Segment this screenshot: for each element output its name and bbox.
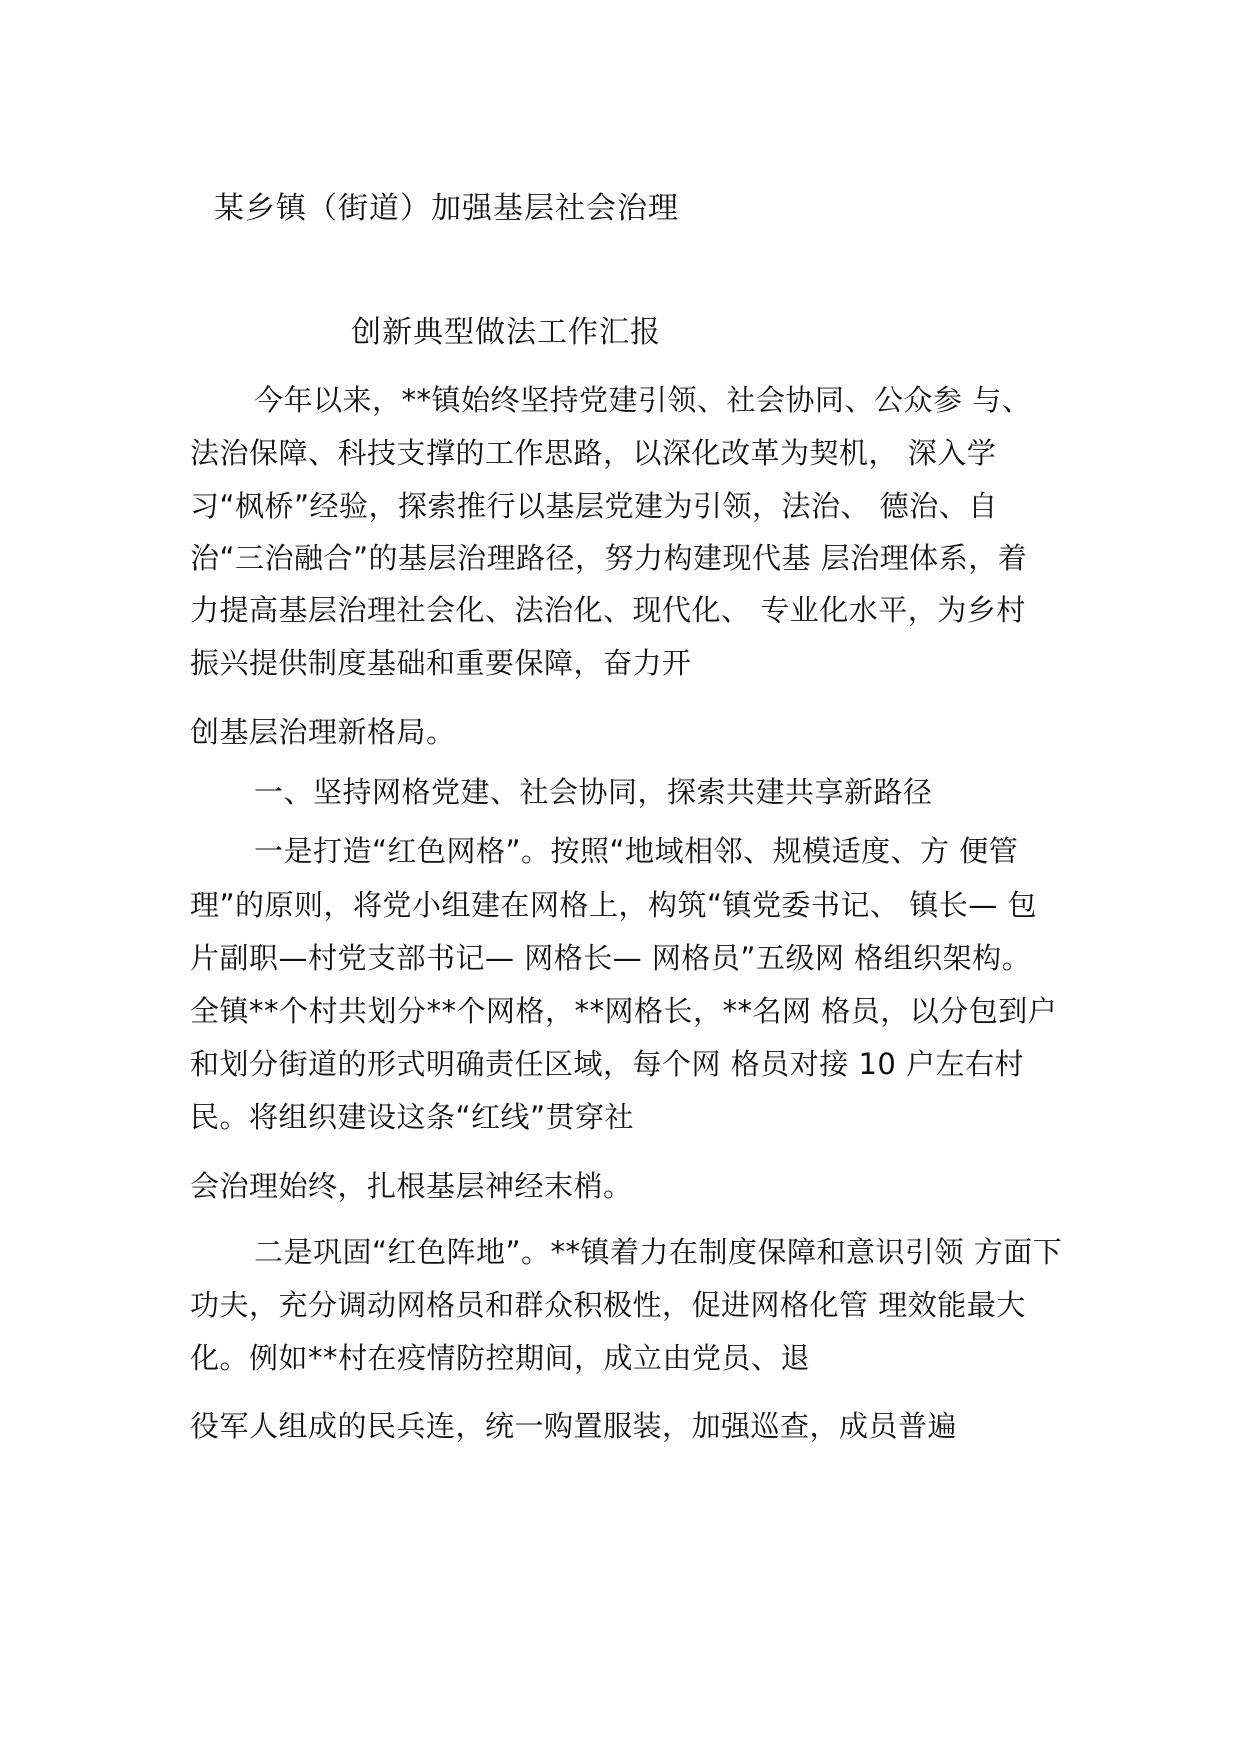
paragraph-line: 会治理始终，扎根基层神经末梢。 [190, 1169, 633, 1203]
paragraph-line: 一是打造“红色网格”。按照“地域相邻、规模适度、方 便管 [254, 834, 1019, 868]
paragraph-line: 今年以来，**镇始终坚持党建引领、社会协同、公众参 与、 [254, 383, 1032, 417]
paragraph-line: 和划分街道的形式明确责任区域，每个网 格员对接 10 户左右村 [190, 1047, 1025, 1081]
section-heading: 一、坚持网格党建、社会协同，探索共建共享新路径 [254, 775, 933, 809]
paragraph-line: 片副职—村党支部书记— 网格长— 网格员”五级网 格组织架构。 [190, 941, 1032, 975]
paragraph-line: 法治保障、科技支撑的工作思路，以深化改革为契机， 深入学 [190, 436, 997, 470]
paragraph-line: 习“枫桥”经验，探索推行以基层党建为引领，法治、 德治、自 [190, 489, 998, 523]
document-title-line-1: 某乡镇（街道）加强基层社会治理 [214, 191, 679, 226]
document-title-line-2: 创新典型做法工作汇报 [351, 315, 661, 350]
paragraph-line: 化。例如**村在疫情防控期间，成立由党员、退 [190, 1341, 811, 1375]
paragraph-line: 全镇**个村共划分**个网格，**网格长，**名网 格员，以分包到户 [190, 994, 1058, 1028]
paragraph-line: 理”的原则，将党小组建在网格上，构筑“镇党委书记、 镇长— 包 [190, 888, 1037, 922]
paragraph-line: 创基层治理新格局。 [190, 715, 456, 749]
paragraph-line: 治“三治融合”的基层治理路径，努力构建现代基 层治理体系，着 [190, 541, 1028, 575]
paragraph-line: 力提高基层治理社会化、法治化、现代化、 专业化水平，为乡村 [190, 593, 1026, 627]
paragraph-line: 振兴提供制度基础和重要保障，奋力开 [190, 646, 692, 680]
paragraph-line: 二是巩固“红色阵地”。**镇着力在制度保障和意识引领 方面下 [254, 1235, 1063, 1269]
paragraph-line: 民。将组织建设这条“红线”贯穿社 [190, 1100, 635, 1134]
paragraph-line: 功夫，充分调动网格员和群众积极性，促进网格化管 理效能最大 [190, 1288, 1026, 1322]
paragraph-line: 役军人组成的民兵连，统一购置服装，加强巡查，成员普遍 [190, 1409, 958, 1443]
